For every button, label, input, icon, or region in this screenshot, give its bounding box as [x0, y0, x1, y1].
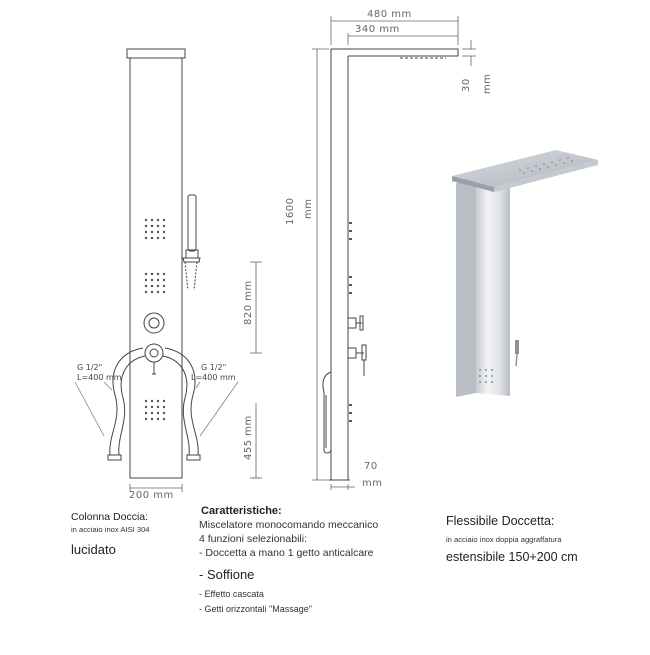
- dim-70-unit: mm: [362, 478, 383, 489]
- inlet-hose-left: [108, 348, 145, 460]
- dim-70: [331, 484, 355, 490]
- flessibile-extension: estensibile 150+200 cm: [446, 550, 578, 564]
- side-view: [323, 49, 458, 480]
- massage-jets-mid: [145, 273, 165, 293]
- flessibile-material: in acciaio inox doppia aggraffatura: [446, 535, 562, 544]
- dim-480-label: 480 mm: [367, 9, 412, 20]
- dim-1600-label: 1600: [285, 197, 296, 225]
- diverter-knob: [144, 313, 164, 333]
- side-hand-shower: [323, 372, 331, 453]
- front-head-plate: [127, 49, 185, 58]
- front-column-body: [130, 58, 182, 478]
- product-render: [452, 150, 598, 397]
- massage-jets-top: [145, 219, 165, 239]
- callout-right: [196, 382, 238, 436]
- dim-200-label: 200 mm: [129, 490, 174, 501]
- massage-jets-bottom: [145, 400, 165, 420]
- left-length-label: L=400 mm: [77, 373, 122, 382]
- caratteristiche-title: Caratteristiche:: [201, 505, 282, 517]
- caratteristiche-item1: - Effetto cascata: [199, 589, 264, 599]
- dim-1600-unit: mm: [303, 198, 314, 219]
- side-mixer: [348, 345, 366, 376]
- dim-70-label: 70: [364, 461, 378, 472]
- mixer-lever: [145, 344, 163, 374]
- left-thread-label: G 1/2": [77, 363, 103, 372]
- callout-left: [75, 382, 112, 436]
- colonna-finish: lucidato: [71, 542, 116, 557]
- caratteristiche-soffione: - Soffione: [199, 567, 255, 582]
- render-column-side: [456, 174, 476, 397]
- side-column-body: [331, 49, 348, 480]
- front-view: [75, 49, 238, 478]
- side-head-arm: [331, 49, 458, 56]
- dim-30-unit: mm: [482, 73, 493, 94]
- caratteristiche-line3: - Doccetta a mano 1 getto anticalcare: [199, 547, 374, 559]
- dim-455-label: 455 mm: [243, 415, 254, 460]
- dim-30-label: 30: [461, 78, 472, 92]
- caratteristiche-item2: - Getti orizzontali "Massage": [199, 604, 312, 614]
- caratteristiche-line2: 4 funzioni selezionabili:: [199, 533, 307, 545]
- side-jets: [349, 222, 352, 422]
- render-hand-shower: [515, 340, 519, 366]
- colonna-material: in acciaio inox AISI 304: [71, 525, 150, 534]
- right-thread-label: G 1/2": [201, 363, 227, 372]
- colonna-title: Colonna Doccia:: [71, 511, 149, 523]
- hand-shower: [183, 195, 200, 290]
- right-length-label: L=400 mm: [191, 373, 236, 382]
- side-diverter: [348, 316, 363, 330]
- dim-30: [462, 40, 476, 66]
- flessibile-title: Flessibile Doccetta:: [446, 514, 555, 528]
- dim-340-label: 340 mm: [355, 24, 400, 35]
- caratteristiche-line1: Miscelatore monocomando meccanico: [199, 519, 379, 531]
- dim-820-label: 820 mm: [243, 280, 254, 325]
- render-column-front: [476, 174, 510, 396]
